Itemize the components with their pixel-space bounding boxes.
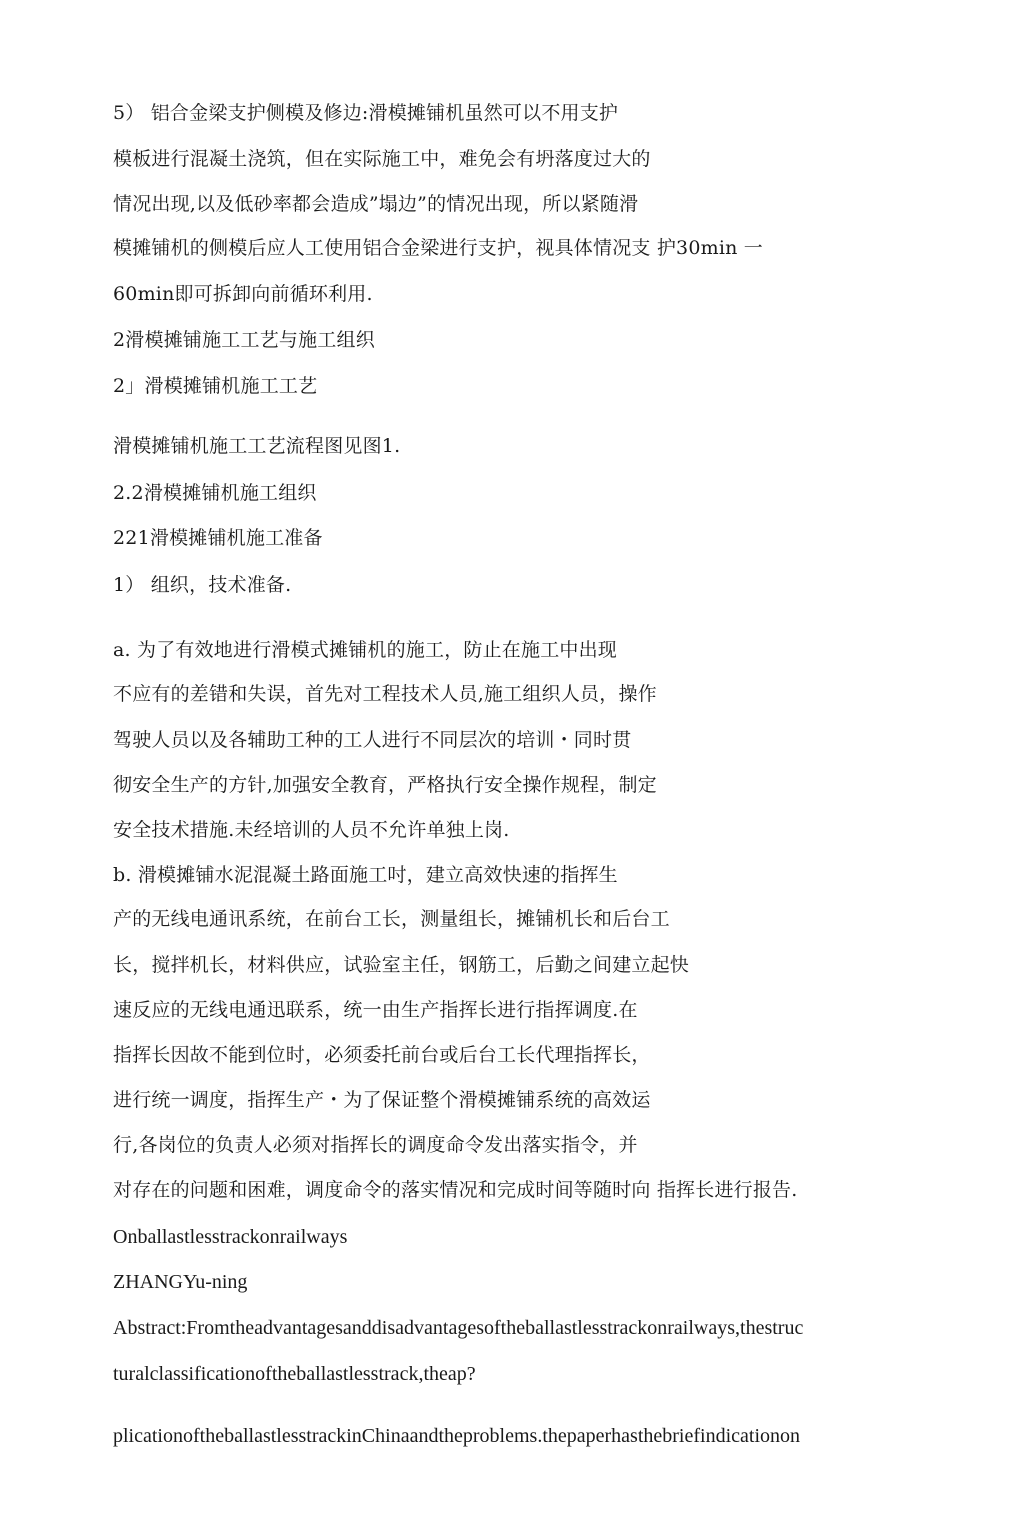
abstract-line: plicationoftheballastlesstrackinChinaandtheproblems.thepaperhasthebriefindicationon bbox=[113, 1425, 801, 1447]
text-line: 彻安全生产的方针,加强安全教育，严格执行安全操作规程，制定 bbox=[113, 774, 657, 796]
abstract-line: Abstract:Fromtheadvantagesanddisadvantagesoftheballastlesstrackonrailways,thestruc bbox=[113, 1317, 804, 1339]
text-line: 对存在的问题和困难，调度命令的落实情况和完成时间等随时向 指挥长进行报告. bbox=[113, 1179, 798, 1201]
subsection-heading: 2.2滑模摊铺机施工组织 bbox=[113, 482, 317, 504]
text-line: b. 滑模摊铺水泥混凝土路面施工吋，建立高效快速的指挥生 bbox=[113, 864, 618, 886]
text-line: 5） 铝合金梁支护侧模及修边:滑模摊铺机虽然可以不用支护 bbox=[113, 102, 619, 124]
text-line: 长，搅拌机长，材料供应，试验室主任，钢筋工，后勤之间建立起快 bbox=[113, 954, 690, 976]
english-title: Onballastlesstrackonrailways bbox=[113, 1226, 348, 1248]
text-line: 进行统一调度，指挥生产・为了保证整个滑模摊铺系统的高效运 bbox=[113, 1089, 651, 1111]
text-line: 不应有的差错和失误，首先对工程技术人员,施工组织人员，操作 bbox=[113, 683, 657, 705]
list-item-heading: 1） 组织，技术准备. bbox=[113, 574, 292, 596]
text-line: 模摊铺机的侧模后应人工使用铝合金梁进行支护，视具体情况支 护30min 一 bbox=[113, 237, 763, 259]
text-line: a. 为了有效地进行滑模式摊铺机的施工，防止在施工中出现 bbox=[113, 639, 618, 661]
text-line: 驾驶人员以及各辅助工种的工人进行不同层次的培训・同时贯 bbox=[113, 729, 632, 751]
text-line: 产的无线电通讯系统，在前台工长，测量组长，摊铺机长和后台工 bbox=[113, 908, 670, 930]
text-line: 安全技术措施.未经培训的人员不允许单独上岗. bbox=[113, 819, 510, 841]
text-line: 滑模摊铺机施工工艺流程图见图1. bbox=[113, 435, 401, 457]
text-line: 情况出现,以及低砂率都会造成”塌边”的情况出现，所以紧随滑 bbox=[113, 193, 639, 215]
subsection-heading: 2」滑模摊铺机施工工艺 bbox=[113, 375, 318, 397]
text-line: 指挥长因故不能到位时，必须委托前台或后台工长代理指挥长， bbox=[113, 1044, 651, 1066]
subsection-heading: 221滑模摊铺机施工准备 bbox=[113, 527, 323, 549]
abstract-line: turalclassificationoftheballastlesstrack,theap? bbox=[113, 1363, 476, 1385]
text-line: 速反应的无线电通迅联系，统一由生产指挥长进行指挥调度.在 bbox=[113, 999, 638, 1021]
section-heading: 2滑模摊铺施工工艺与施工组织 bbox=[113, 329, 375, 351]
english-author: ZHANGYu-ning bbox=[113, 1271, 248, 1293]
text-line: 行,各岗位的负责人必须对指挥长的调度命令发出落实指令，并 bbox=[113, 1134, 638, 1156]
text-line: 模板进行混凝土浇筑，但在实际施工中，难免会有坍落度过大的 bbox=[113, 148, 651, 170]
text-line: 60min即可拆卸向前循环利用. bbox=[113, 283, 373, 305]
